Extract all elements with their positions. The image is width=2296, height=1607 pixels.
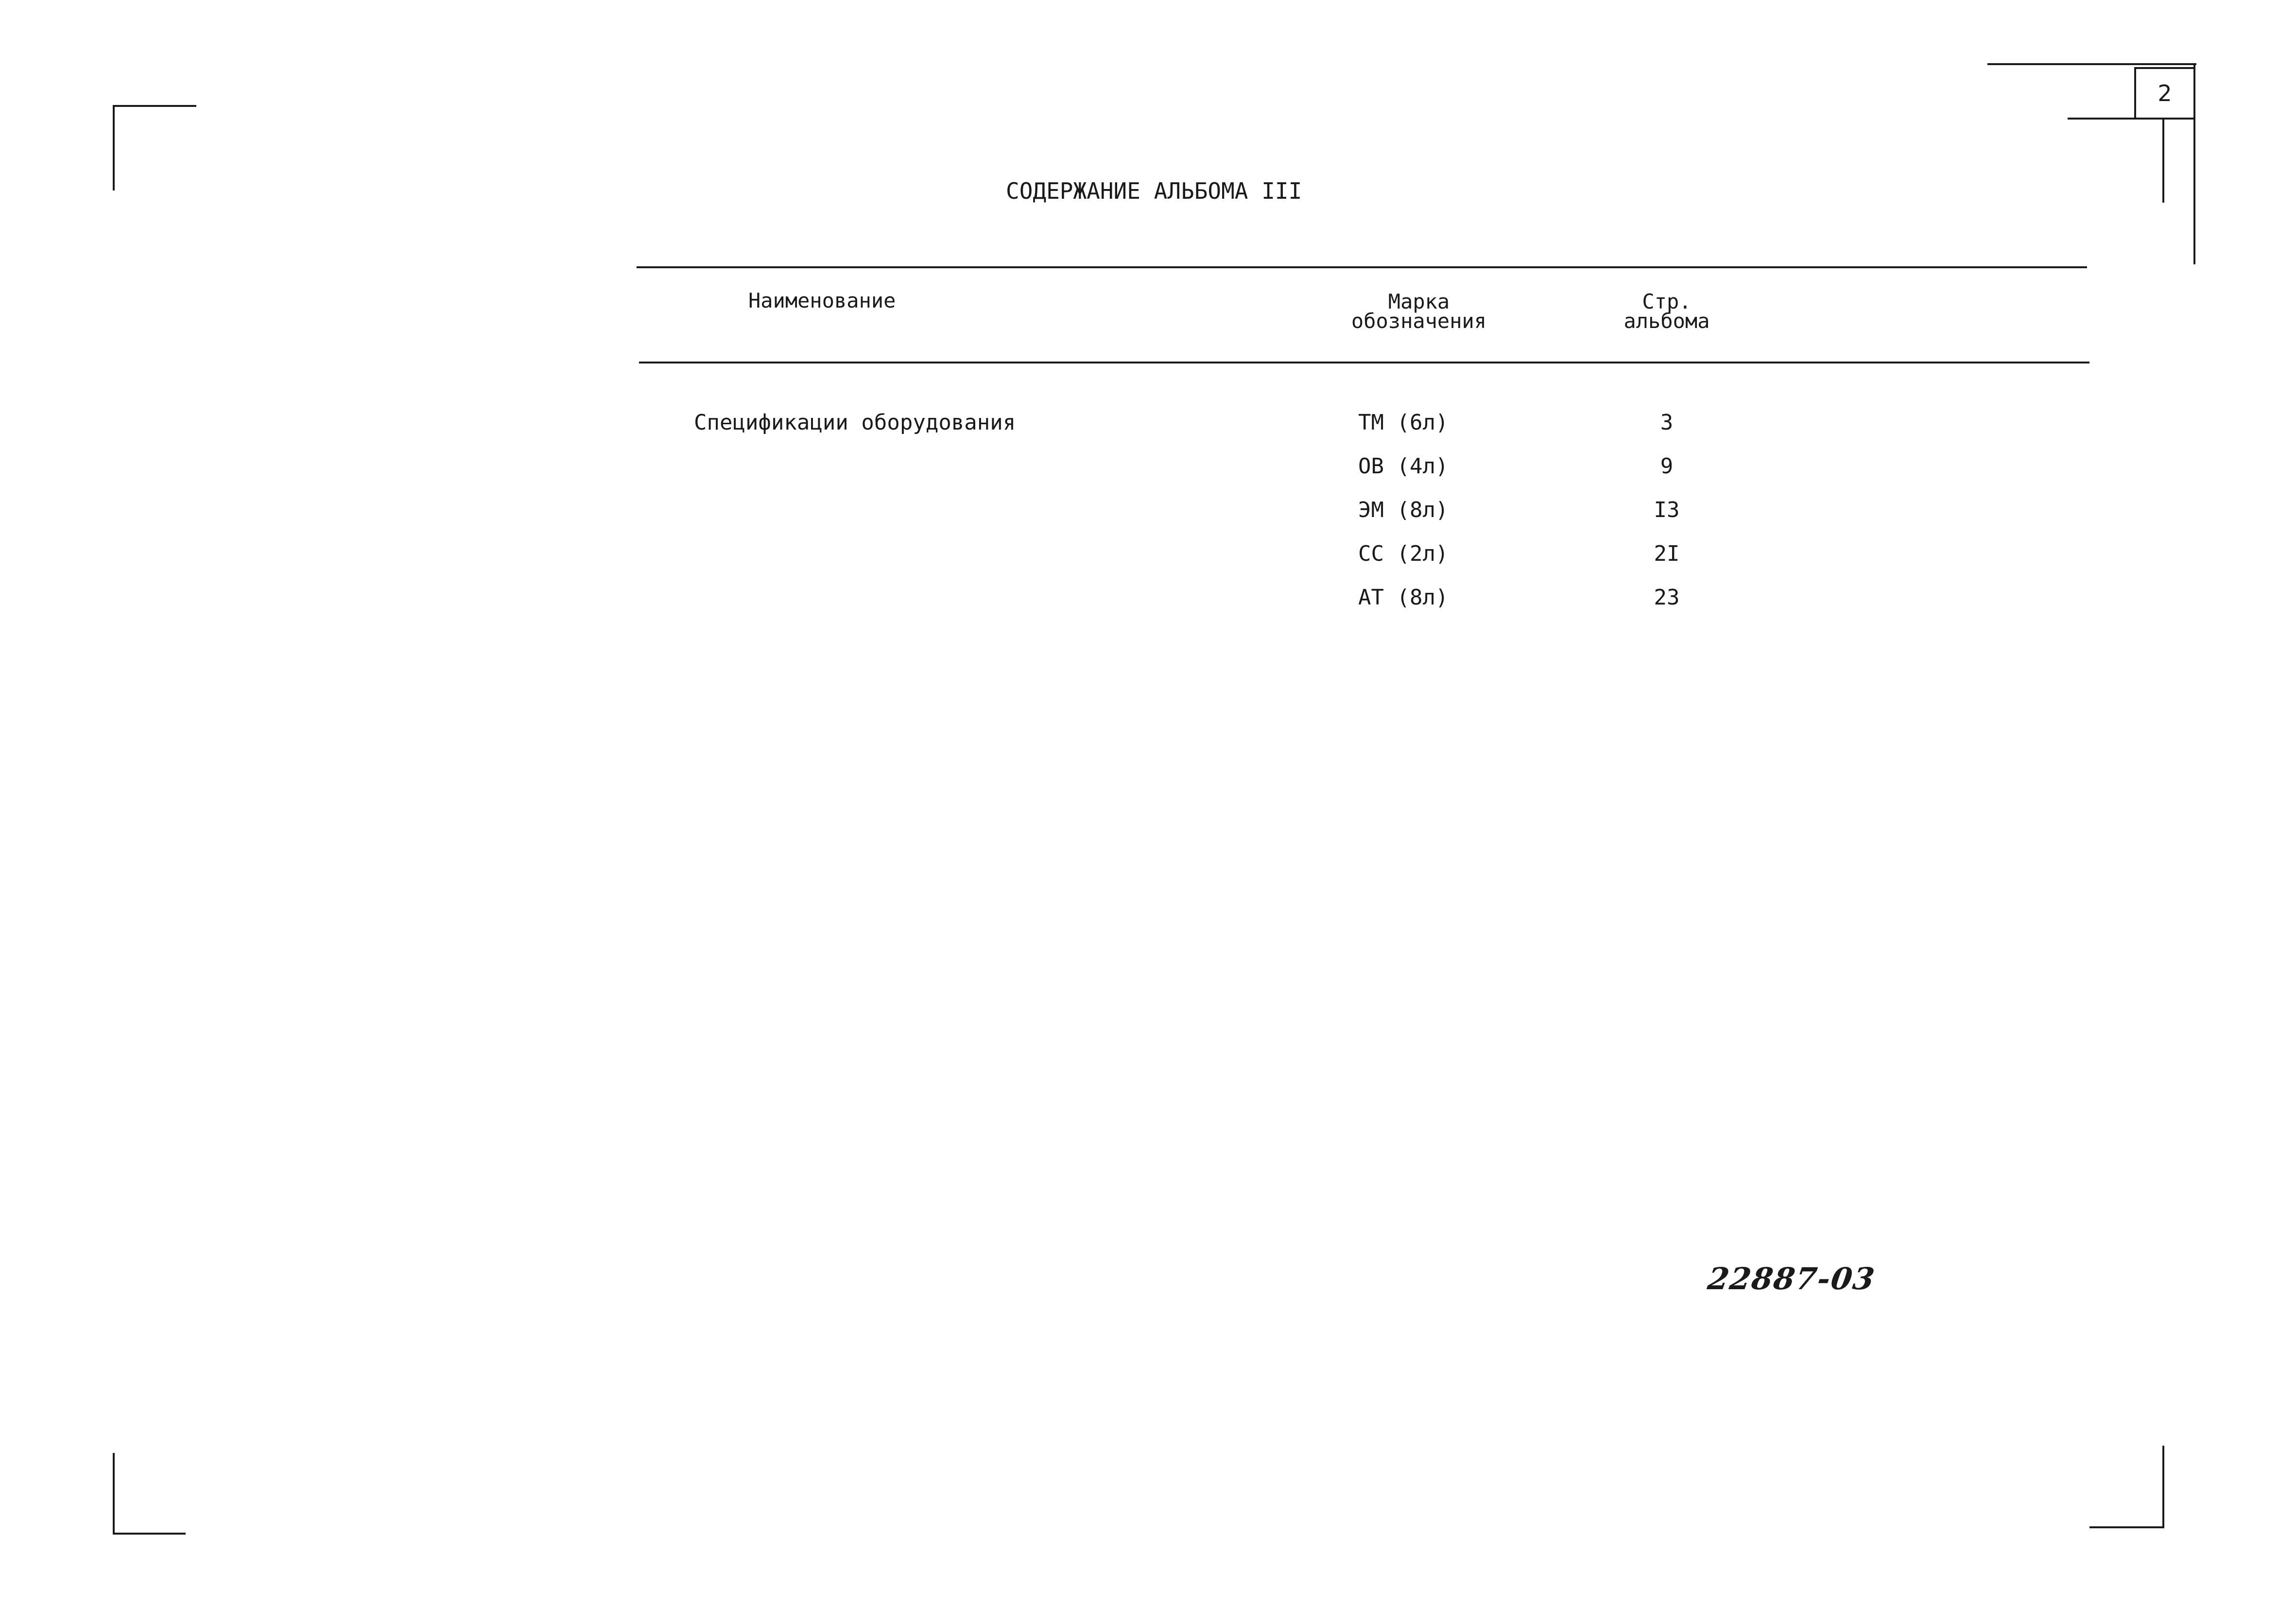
column-header-page-line1: Стр. — [1642, 290, 1692, 313]
corner-mark-top-left-v — [113, 105, 115, 190]
corner-mark-top-left-h — [113, 105, 196, 107]
frame-top-right-h — [1987, 63, 2196, 65]
section-name: Спецификации оборудования — [694, 410, 1016, 435]
column-header-page-line2: альбома — [1623, 309, 1710, 333]
corner-mark-bottom-left-v — [113, 1453, 115, 1535]
row-page-1: 3 — [1660, 410, 1674, 435]
corner-mark-bottom-left-h — [113, 1533, 186, 1535]
row-mark-4: СС (2л) — [1358, 541, 1449, 566]
frame-inner-v — [2162, 118, 2164, 203]
row-page-3: I3 — [1654, 498, 1680, 522]
corner-mark-bottom-right-v — [2162, 1446, 2164, 1528]
row-mark-2: ОВ (4л) — [1358, 454, 1449, 479]
column-header-mark-line2: обозначения — [1351, 309, 1487, 333]
stamp-number: 22887-03 — [1705, 1261, 1878, 1296]
corner-mark-bottom-right-h — [2089, 1526, 2164, 1528]
row-mark-3: ЭМ (8л) — [1358, 498, 1449, 522]
document-title: СОДЕРЖАНИЕ АЛЬБОМА III — [1006, 178, 1302, 204]
row-mark-5: АТ (8л) — [1358, 585, 1449, 610]
table-top-rule — [637, 266, 2087, 268]
column-header-mark — [1331, 292, 1506, 331]
row-mark-1: ТМ (6л) — [1358, 410, 1449, 435]
column-header-page — [1604, 292, 1730, 331]
row-page-4: 2I — [1654, 541, 1680, 566]
table-header-bottom-rule — [639, 362, 2089, 363]
page-number: 2 — [2134, 67, 2195, 120]
row-page-5: 23 — [1654, 585, 1680, 610]
column-header-mark-line1: Марка — [1388, 290, 1450, 313]
column-header-name: Наименование — [748, 289, 896, 312]
row-page-2: 9 — [1660, 454, 1674, 479]
